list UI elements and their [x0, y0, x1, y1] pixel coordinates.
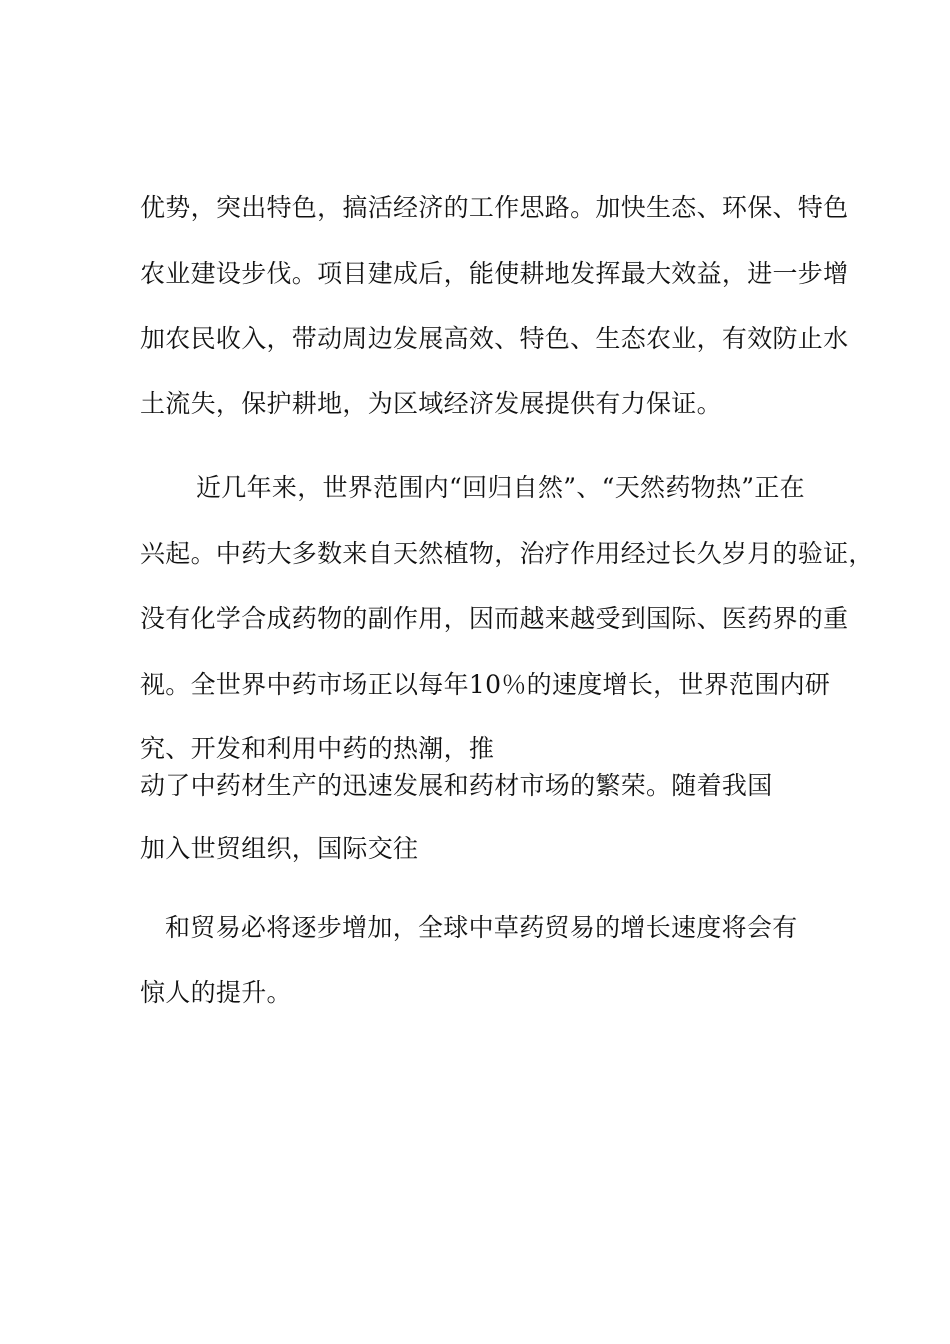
paragraph-line: 惊人的提升。: [140, 978, 292, 1007]
paragraph-line: 加农民收入，带动周边发展高效、特色、生态农业，有效防止水: [140, 324, 849, 353]
paragraph-line: 动了中药材生产的迅速发展和药材市场的繁荣。随着我国: [140, 771, 773, 800]
paragraph-line: 农业建设步伐。项目建成后，能使耕地发挥最大效益，进一步增: [140, 259, 849, 288]
paragraph-line: 加入世贸组织，国际交往: [140, 834, 419, 863]
paragraph-line: 视。全世界中药市场正以每年10％的速度增长，世界范围内研: [140, 670, 831, 699]
paragraph-line: 土流失，保护耕地，为区域经济发展提供有力保证。: [140, 389, 722, 418]
paragraph-line: 优势，突出特色，搞活经济的工作思路。加快生态、环保、特色: [140, 193, 849, 222]
paragraph-line: 近几年来，世界范围内“回归自然”、“天然药物热”正在: [196, 473, 805, 502]
paragraph-line: 和贸易必将逐步增加，全球中草药贸易的增长速度将会有: [165, 913, 798, 942]
paragraph-line: 究、开发和利用中药的热潮，推: [140, 734, 495, 763]
paragraph-line: 没有化学合成药物的副作用，因而越来越受到国际、医药界的重: [140, 604, 849, 633]
paragraph-line: 兴起。中药大多数来自天然植物，治疗作用经过长久岁月的验证，: [140, 539, 874, 568]
